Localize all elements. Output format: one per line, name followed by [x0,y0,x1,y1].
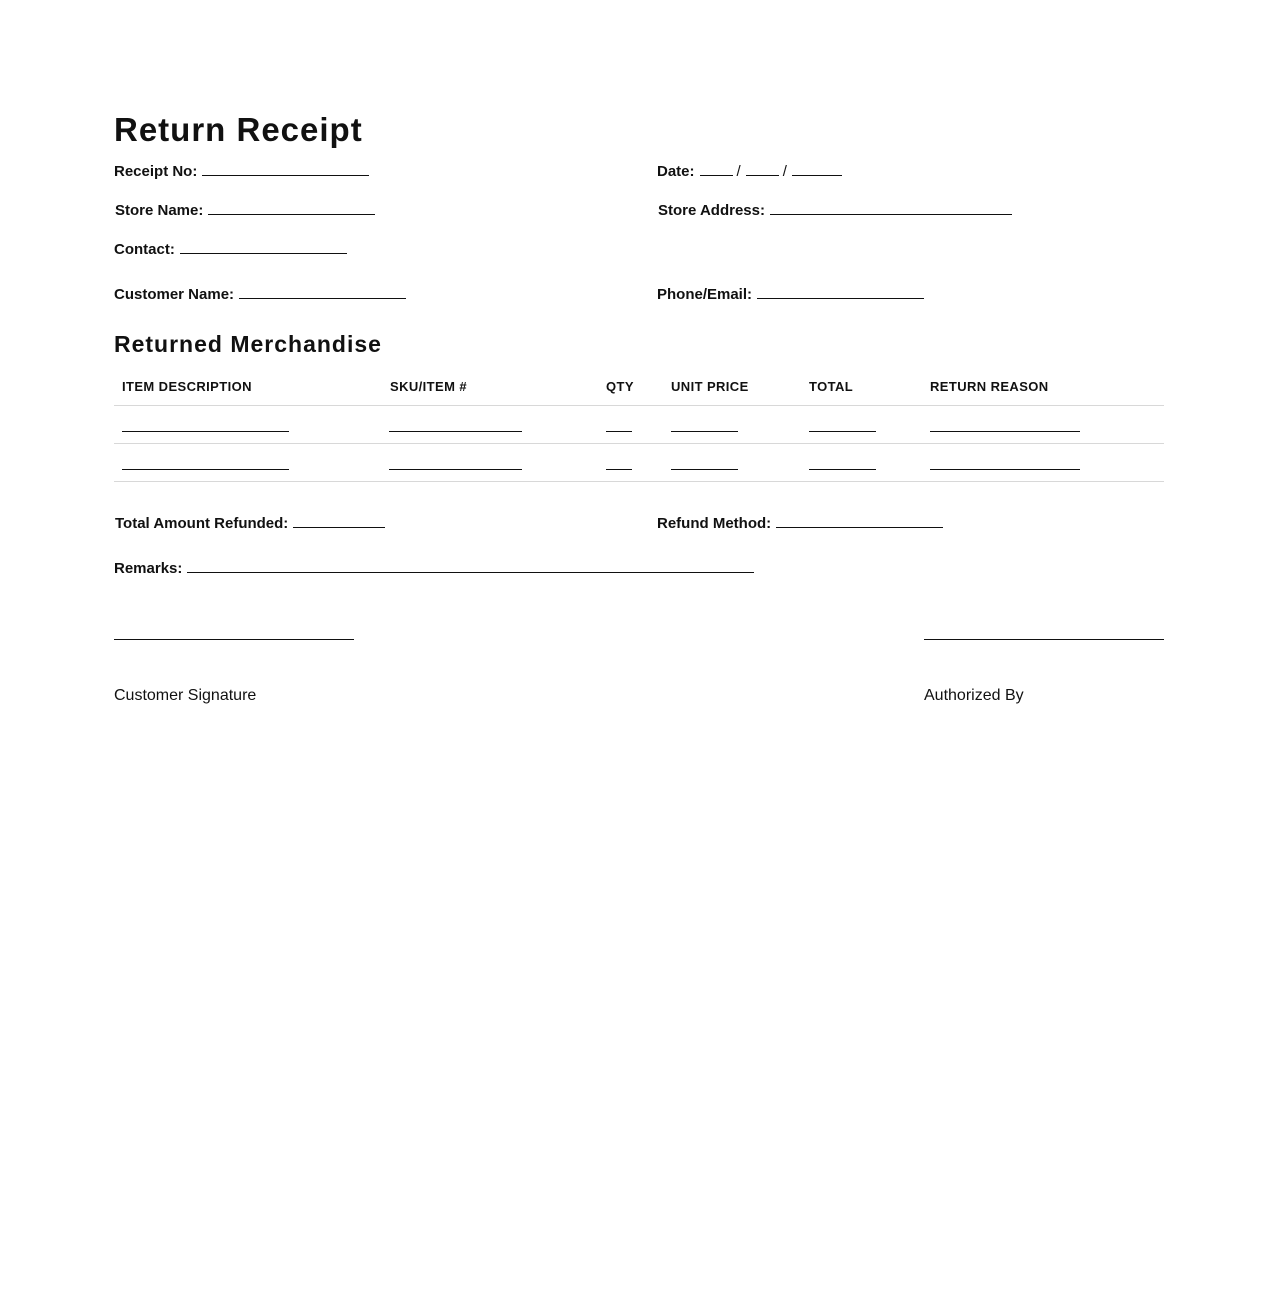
store-name-field[interactable] [115,200,375,221]
authorized-by-label: Authorized By [924,687,1024,704]
customer-signature-label: Customer Signature [114,687,257,704]
refund-method-blank[interactable] [776,513,943,528]
customer-name-field[interactable] [114,284,406,305]
phone-email-label: Phone/Email: [657,286,753,303]
date-field[interactable] [657,161,842,182]
date-separator: / [782,163,787,180]
date-separator: / [736,163,741,180]
sku-blank[interactable] [389,469,522,470]
table-row-divider [114,481,1164,482]
refund-method-label: Refund Method: [657,515,772,532]
contact-blank[interactable] [180,239,347,254]
page-title: Return Receipt [114,111,363,148]
column-header-sku: SKU/ITEM # [390,379,467,394]
column-header-qty: QTY [606,379,634,394]
store-address-blank[interactable] [770,200,1012,215]
store-name-blank[interactable] [208,200,375,215]
return-reason-blank[interactable] [930,469,1080,470]
total-refunded-label: Total Amount Refunded: [115,515,289,532]
store-address-field[interactable] [658,200,1012,221]
date-month-blank[interactable] [700,161,733,176]
column-header-item-description: ITEM DESCRIPTION [122,379,252,394]
remarks-label: Remarks: [114,560,183,577]
unit-price-blank[interactable] [671,469,738,470]
table-row-divider [114,443,1164,444]
customer-name-label: Customer Name: [114,286,235,303]
contact-field[interactable] [114,239,347,260]
column-header-return-reason: RETURN REASON [930,379,1049,394]
receipt-no-label: Receipt No: [114,163,198,180]
return-reason-blank[interactable] [930,431,1080,432]
item-description-blank[interactable] [122,431,289,432]
unit-price-blank[interactable] [671,431,738,432]
phone-email-blank[interactable] [757,284,924,299]
phone-email-field[interactable] [657,284,924,305]
column-header-unit-price: UNIT PRICE [671,379,749,394]
receipt-no-field[interactable] [114,161,369,182]
total-blank[interactable] [809,469,876,470]
contact-label: Contact: [114,241,175,258]
sku-blank[interactable] [389,431,522,432]
total-refunded-field[interactable] [115,513,385,534]
refund-method-field[interactable] [657,513,943,534]
customer-name-blank[interactable] [239,284,406,299]
remarks-field[interactable] [114,558,754,579]
date-day-blank[interactable] [746,161,779,176]
total-refunded-blank[interactable] [293,513,385,528]
total-blank[interactable] [809,431,876,432]
section-title: Returned Merchandise [114,331,382,357]
authorized-signature-line[interactable] [924,639,1164,640]
qty-blank[interactable] [606,469,632,470]
table-header-divider [114,405,1164,406]
customer-signature-line[interactable] [114,639,354,640]
column-header-total: TOTAL [809,379,854,394]
remarks-blank[interactable] [187,558,754,573]
receipt-no-blank[interactable] [202,161,369,176]
qty-blank[interactable] [606,431,632,432]
store-address-label: Store Address: [658,202,765,219]
item-description-blank[interactable] [122,469,289,470]
date-year-blank[interactable] [792,161,842,176]
date-label: Date: [657,163,695,180]
store-name-label: Store Name: [115,202,204,219]
